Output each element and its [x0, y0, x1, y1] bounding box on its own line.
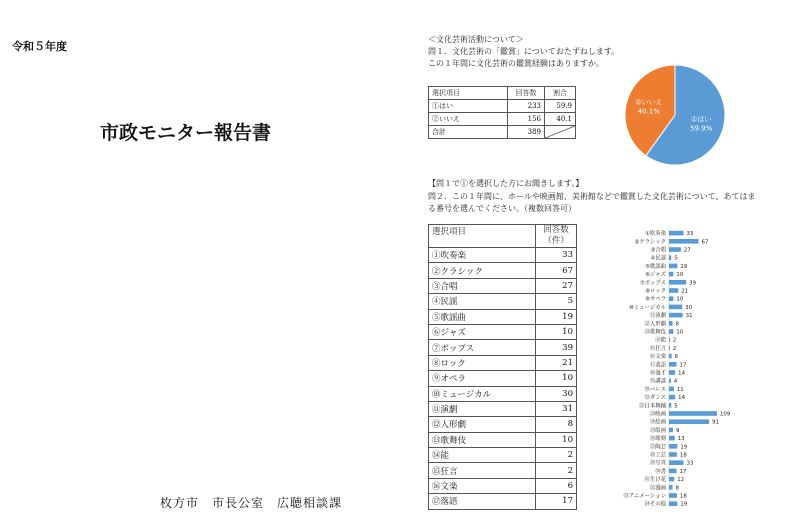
- bar-category-label: ⑭能: [655, 337, 666, 344]
- q2-row-count: 31: [536, 401, 577, 416]
- q2-row-count: 19: [536, 309, 577, 324]
- q1-row-pct: 59.9: [545, 100, 576, 113]
- bar: [669, 436, 675, 441]
- bar: [669, 354, 672, 359]
- table-row: [429, 100, 576, 113]
- table-row: [429, 126, 576, 139]
- q2-row-label: ①吹奏楽: [429, 248, 536, 263]
- bar: [669, 370, 675, 375]
- bar: [669, 387, 674, 392]
- q1-table: [428, 86, 576, 139]
- bar-value-label: 19: [680, 501, 688, 508]
- bar-category-label: ㉒日本舞踊: [639, 403, 666, 410]
- bar: [669, 346, 670, 351]
- bar-category-label: ⑱漫才: [649, 370, 666, 377]
- bar: [669, 477, 674, 482]
- q1-row-count: 156: [508, 113, 545, 126]
- bar-category-label: ①吹奏楽: [644, 231, 666, 238]
- bar-category-label: ⑰落語: [649, 362, 666, 369]
- bar-value-label: 30: [685, 304, 693, 311]
- bar: [669, 288, 678, 293]
- bar-value-label: 33: [686, 460, 694, 467]
- table-row: [429, 417, 577, 432]
- bar-category-label: ⑧ロック: [645, 288, 666, 295]
- q1-question-line1: 問１．文化芸術の「鑑賞」についておたずねします。: [428, 47, 620, 56]
- pie-slice-label: ②いいえ: [635, 98, 663, 107]
- bar: [669, 411, 717, 416]
- q2-row-label: ⑦ポップス: [429, 340, 536, 355]
- bar: [669, 395, 675, 400]
- bar: [669, 231, 684, 236]
- table-row: [429, 355, 577, 370]
- bar-category-label: ㉛生け花: [644, 477, 666, 484]
- bar: [669, 239, 699, 244]
- q1-total-pct-blank: [545, 126, 576, 139]
- q2-row-label: ④民謡: [429, 294, 536, 309]
- bar-category-label: ⑩ミュージカル: [629, 304, 666, 311]
- bar: [669, 305, 682, 310]
- q2-intro: 【問１で①を選択した方にお聞きします。】: [428, 179, 584, 188]
- bar-value-label: 9: [675, 427, 680, 434]
- bar-category-label: ㉙写真: [649, 460, 666, 467]
- table-row: [429, 448, 577, 463]
- bar-category-label: ③合唱: [650, 247, 666, 254]
- bar-value-label: 31: [685, 313, 693, 320]
- bar-value-label: 2: [672, 337, 677, 344]
- q1-header-pct: 割合: [545, 87, 576, 100]
- q1-header-item: 選択項目: [429, 87, 508, 100]
- q2-row-label: ③合唱: [429, 278, 536, 293]
- bar-value-label: 8: [675, 321, 679, 328]
- bar: [669, 313, 683, 318]
- table-row: [429, 432, 577, 447]
- bar-value-label: 33: [686, 231, 694, 238]
- q2-row-count: 6: [536, 478, 577, 493]
- q2-row-label: ⑪演劇: [429, 401, 536, 416]
- bar-category-label: ㉘工芸: [649, 452, 666, 459]
- bar-value-label: 8: [675, 485, 679, 492]
- q2-row-count: 2: [536, 463, 577, 478]
- bar-category-label: ⑦ポップス: [639, 280, 666, 287]
- q2-row-label: ⑮狂言: [429, 463, 536, 478]
- q1-total-count: 389: [508, 126, 545, 139]
- bar-category-label: ㉞その他: [644, 501, 666, 508]
- q2-row-label: ⑯文楽: [429, 478, 536, 493]
- q2-row-label: ⑩ミュージカル: [429, 386, 536, 401]
- q2-question-line2: る番号を選んでください。（複数回答可）: [428, 204, 576, 213]
- table-row: [429, 478, 577, 493]
- q2-question-line1: 問２．この１年間に、ホールや映画館、美術館などで鑑賞した文化芸術について、あてはま: [428, 192, 756, 201]
- bar: [669, 419, 709, 424]
- bar-value-label: 19: [680, 444, 688, 451]
- bar-value-label: 5: [674, 255, 678, 262]
- bar-value-label: 14: [678, 395, 686, 402]
- bar: [669, 444, 677, 449]
- q1-pie-chart: [620, 60, 730, 170]
- q2-row-label: ⑨オペラ: [429, 371, 536, 386]
- q2-row-label: ⑤歌謡曲: [429, 309, 536, 324]
- bar-value-label: 12: [677, 477, 685, 484]
- bar: [669, 469, 676, 474]
- bar: [669, 428, 673, 433]
- q2-row-count: 5: [536, 294, 577, 309]
- bar: [669, 272, 673, 277]
- bar: [669, 247, 681, 252]
- bar-value-label: 17: [679, 362, 687, 369]
- q1-row-label: ①はい: [429, 100, 508, 113]
- bar: [669, 452, 677, 457]
- table-row: [429, 263, 577, 278]
- q2-row-label: ⑫人形劇: [429, 417, 536, 432]
- q2-row-label: ⑭能: [429, 448, 536, 463]
- q2-header-count-line2: （件）: [543, 236, 569, 246]
- q2-header-count: [536, 225, 577, 248]
- bar: [669, 460, 684, 465]
- bar-category-label: ⑪演劇: [649, 313, 666, 320]
- bar: [669, 321, 673, 326]
- bar-category-label: ㉝アニメーション: [623, 493, 666, 500]
- table-row: [429, 309, 577, 324]
- section-heading: ＜文化芸術活動について＞: [428, 35, 524, 44]
- bar-category-label: ⑯文楽: [649, 354, 666, 361]
- q1-row-count: 233: [508, 100, 545, 113]
- footer-department: 枚方市 市長公室 広聴相談課: [160, 496, 343, 510]
- bar-value-label: 2: [672, 345, 677, 352]
- bar-value-label: 91: [712, 419, 719, 426]
- q2-row-count: 10: [536, 324, 577, 339]
- pie-slice-label: ①はい: [691, 115, 712, 124]
- bar-value-label: 67: [701, 239, 709, 246]
- q2-row-count: 27: [536, 278, 577, 293]
- pie-slice-pct: 40.1%: [637, 107, 660, 116]
- bar-value-label: 27: [683, 247, 691, 254]
- bar-category-label: ②クラシック: [634, 239, 666, 246]
- bar: [669, 501, 677, 506]
- q2-row-count: 8: [536, 417, 577, 432]
- bar-value-label: 18: [679, 493, 687, 500]
- bar-value-label: 109: [720, 411, 731, 418]
- table-row: [429, 371, 577, 386]
- bar-value-label: 10: [676, 296, 684, 303]
- q2-header-item: 選択項目: [429, 225, 536, 248]
- q2-row-label: ⑬歌舞伎: [429, 432, 536, 447]
- bar-category-label: ⑨オペラ: [644, 296, 666, 303]
- q2-row-count: 10: [536, 371, 577, 386]
- table-row: [429, 324, 577, 339]
- q2-row-count: 17: [536, 494, 577, 509]
- bar-value-label: 14: [678, 370, 686, 377]
- bar-category-label: ㉗陶芸: [649, 444, 666, 451]
- table-row: [429, 386, 577, 401]
- q1-question-line2: この１年間に文化芸術の鑑賞経験はありますか。: [428, 59, 604, 68]
- bar: [669, 329, 673, 334]
- pie-slice-pct: 59.9%: [690, 124, 713, 133]
- table-row: [429, 494, 577, 509]
- bar: [669, 255, 671, 260]
- bar-value-label: 6: [674, 354, 679, 361]
- q1-row-label: ②いいえ: [429, 113, 508, 126]
- bar-category-label: ㉜漫画: [649, 485, 666, 492]
- bar-category-label: ⑳バレエ: [644, 386, 666, 393]
- q2-row-count: 2: [536, 448, 577, 463]
- q2-row-label: ②クラシック: [429, 263, 536, 278]
- report-title: 市政モニター報告書: [100, 122, 272, 144]
- table-row: [429, 463, 577, 478]
- bar-category-label: ⑫人形劇: [644, 321, 666, 328]
- q2-row-count: 39: [536, 340, 577, 355]
- bar-category-label: ④民謡: [650, 255, 666, 262]
- table-row: [429, 248, 577, 263]
- bar: [669, 280, 686, 285]
- table-row: [429, 401, 577, 416]
- bar-category-label: ⑥ジャズ: [645, 272, 666, 279]
- bar: [669, 493, 677, 498]
- bar-value-label: 19: [680, 263, 688, 270]
- q2-row-count: 33: [536, 248, 577, 263]
- table-row: [429, 294, 577, 309]
- bar-value-label: 11: [676, 386, 684, 393]
- q2-header-count-line1: 回答数: [543, 225, 569, 235]
- bar-category-label: ⑮狂言: [649, 345, 666, 352]
- q2-row-count: 67: [536, 263, 577, 278]
- bar-category-label: ㉖彫刻: [649, 436, 666, 443]
- fiscal-year: 令和５年度: [12, 40, 67, 53]
- bar-category-label: ㉓映画: [649, 411, 666, 418]
- bar: [669, 337, 670, 342]
- bar-value-label: 39: [689, 280, 697, 287]
- bar-value-label: 21: [681, 288, 689, 295]
- bar-category-label: ⑤歌謡曲: [644, 263, 666, 270]
- bar: [669, 296, 673, 301]
- bar-category-label: ㉚書: [655, 468, 666, 475]
- bar-value-label: 5: [674, 403, 678, 410]
- q1-header-count: 回答数: [508, 87, 545, 100]
- q2-row-label: ⑥ジャズ: [429, 324, 536, 339]
- bar-value-label: 13: [677, 436, 685, 443]
- q2-bar-chart: [585, 226, 790, 508]
- bar-category-label: ㉔絵画: [649, 419, 666, 426]
- bar-value-label: 4: [673, 378, 678, 385]
- bar-category-label: ㉕版画: [649, 427, 666, 434]
- q1-row-pct: 40.1: [545, 113, 576, 126]
- bar-value-label: 17: [679, 468, 687, 475]
- q1-total-label: 合計: [429, 126, 508, 139]
- bar: [669, 264, 677, 269]
- q2-row-count: 30: [536, 386, 577, 401]
- table-row: [429, 278, 577, 293]
- bar: [669, 485, 673, 490]
- bar: [669, 362, 676, 367]
- q2-table: [428, 224, 577, 510]
- q2-row-count: 21: [536, 355, 577, 370]
- bar: [669, 403, 671, 408]
- q2-row-count: 10: [536, 432, 577, 447]
- bar-category-label: ⑲講談: [649, 378, 666, 385]
- bar-category-label: ㉑ダンス: [644, 395, 666, 402]
- bar-value-label: 10: [676, 272, 684, 279]
- table-row: [429, 113, 576, 126]
- bar-value-label: 18: [679, 452, 687, 459]
- table-row: [429, 340, 577, 355]
- q2-row-label: ⑧ロック: [429, 355, 536, 370]
- bar-value-label: 10: [676, 329, 684, 336]
- bar-category-label: ⑬歌舞伎: [644, 329, 666, 336]
- bar: [669, 378, 671, 383]
- q2-row-label: ⑰落語: [429, 494, 536, 509]
